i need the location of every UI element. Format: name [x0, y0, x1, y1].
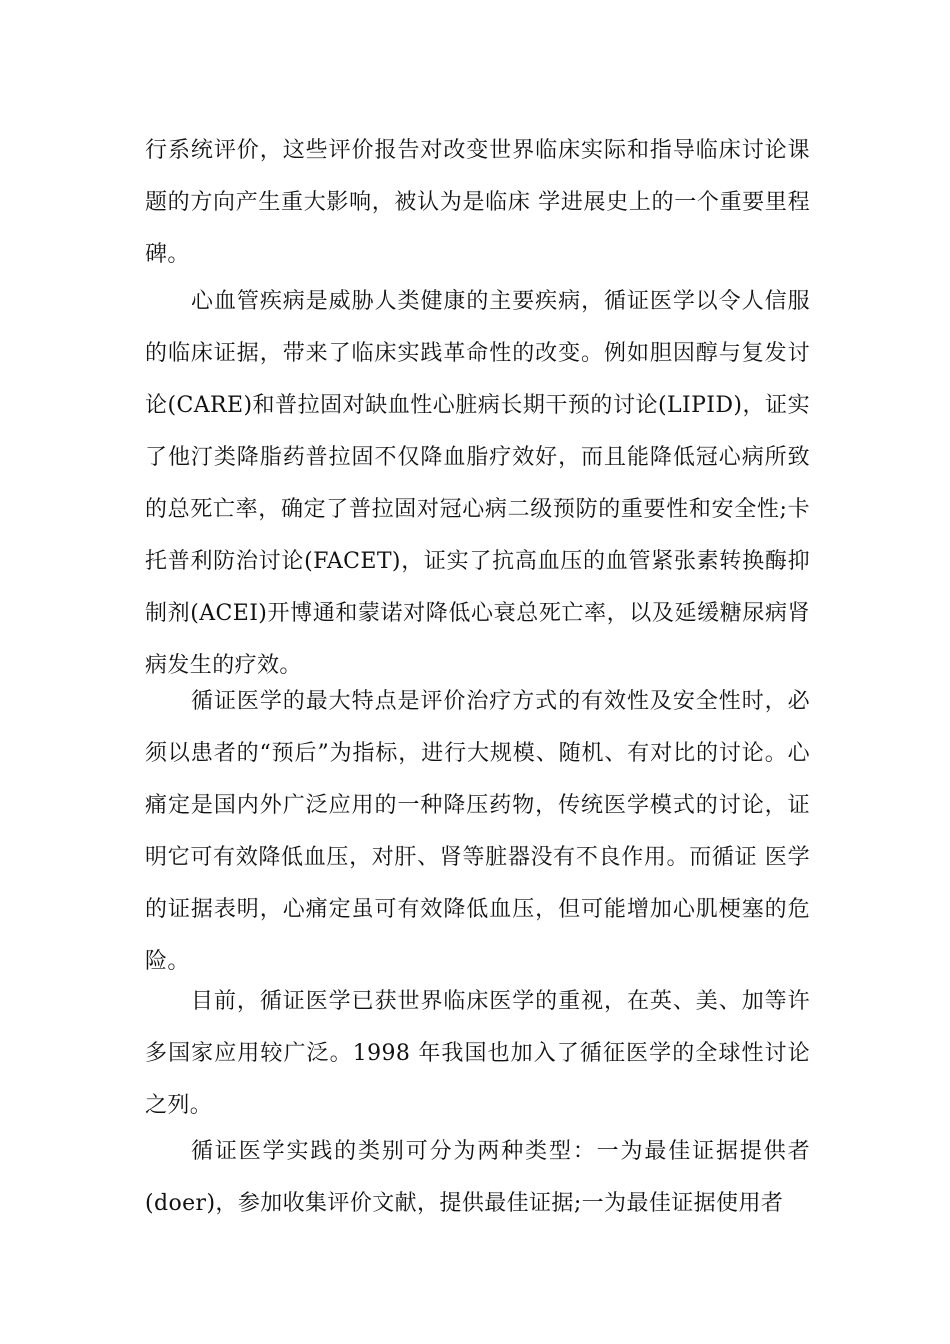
paragraph-cardiovascular: 心血管疾病是威胁人类健康的主要疾病，循证医学以令人信服的临床证据，带来了临床实践革命性的改变。例如胆因醇与复发讨论(CARE)和普拉固对缺血性心脏病长期干预的讨论(LIPID)，证实了他汀类降脂药普拉固不仅降血脂疗效好，而且能降低冠心病所致的总死亡率，确定了普拉固对冠心病二级预防的重要性和安全性;卡托普利防治讨论(FACET)，证实了抗高血压的血管紧张素转换酶抑制剂(ACEI)开博通和蒙诺对降低心衰总死亡率，以及延缓糖尿病肾病发生的疗效。 — [145, 289, 810, 678]
paragraph-ebm-features: 循证医学的最大特点是评价治疗方式的有效性及安全性时，必须以患者的“预后”为指标，进行大规模、随机、有对比的讨论。心痛定是国内外广泛应用的一种降压药物，传统医学模式的讨论，证明它可有效降低血压，对肝、肾等脏器没有不良作用。而循证 医学的证据表明，心痛定虽可有效降低血压，但可能增加心肌梗塞的危险。 — [145, 689, 810, 974]
paragraph-practice-types: 循证医学实践的类别可分为两种类型：一为最佳证据提供者(doer)，参加收集评价文献，提供最佳证据;一为最佳证据使用者 — [145, 1139, 810, 1216]
paragraph-continuation: 行系统评价，这些评价报告对改变世界临床实际和指导临床讨论课题的方向产生重大影响，被认为是临床 学进展史上的一个重要里程碑。 — [145, 138, 810, 267]
paragraph-current-status: 目前，循证医学已获世界临床医学的重视，在英、美、加等许多国家应用较广泛。1998 年我国也加入了循征医学的全球性讨论之列。 — [145, 989, 810, 1118]
